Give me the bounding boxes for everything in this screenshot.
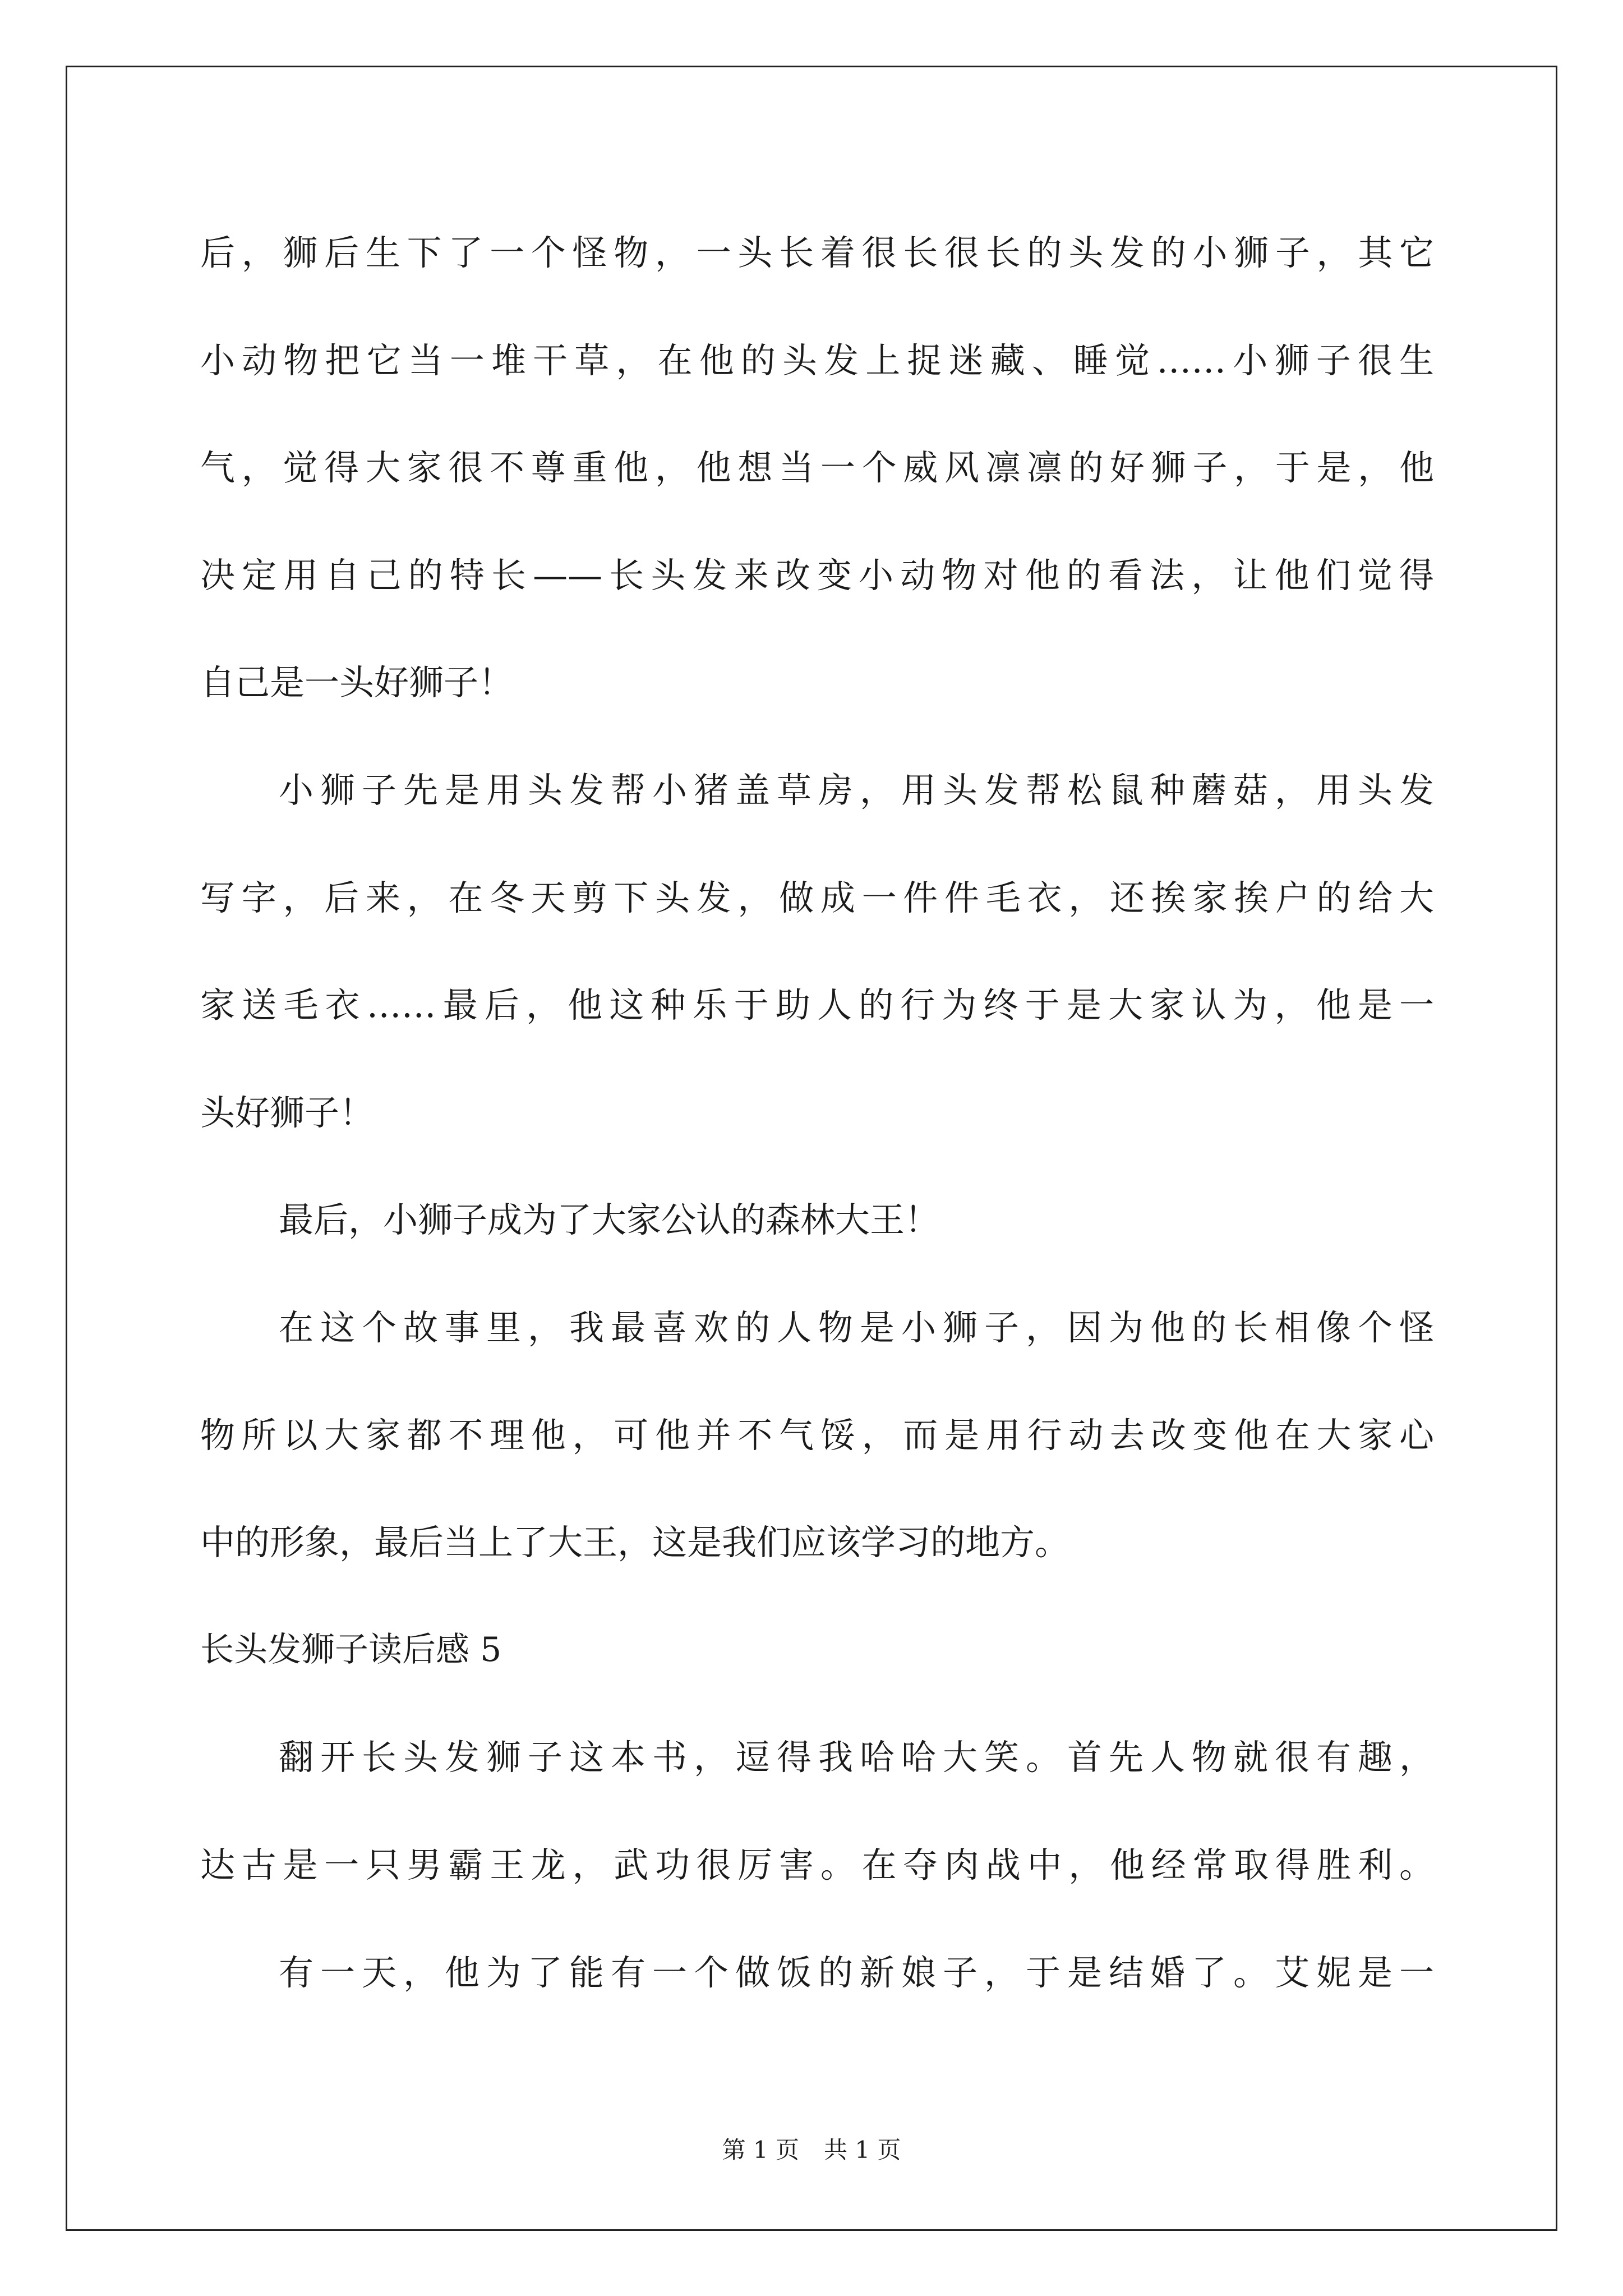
text-line-12: 物所以大家都不理他，可他并不气馁，而是用行动去改变他在大家心 — [200, 1414, 1434, 1456]
page-footer — [0, 2132, 1623, 2165]
document-body — [200, 199, 1434, 2026]
text-line-6: 小狮子先是用头发帮小猪盖草房，用头发帮松鼠种蘑菇，用头发 — [279, 769, 1434, 811]
text-line-3: 气，觉得大家很不尊重他，他想当一个威风凛凛的好狮子，于是，他 — [200, 447, 1434, 489]
page-total: 共 1 页 — [824, 2136, 901, 2164]
text-line-7: 写字，后来，在冬天剪下头发，做成一件件毛衣，还挨家挨户的给大 — [200, 877, 1434, 918]
page-number: 第 1 页 — [722, 2136, 799, 2164]
text-line-9: 头好狮子！ — [200, 1092, 375, 1133]
section-heading: 长头发狮子读后感 5 — [200, 1630, 502, 1669]
text-line-11: 在这个故事里，我最喜欢的人物是小狮子，因为他的长相像个怪 — [279, 1306, 1434, 1348]
text-line-13: 中的形象，最后当上了大王，这是我们应该学习的地方。 — [200, 1522, 1070, 1563]
text-line-5: 自己是一头好狮子！ — [200, 662, 514, 703]
text-line-16: 达古是一只男霸王龙，武功很厉害。在夺肉战中，他经常取得胜利。 — [200, 1844, 1434, 1885]
text-line-10: 最后，小狮子成为了大家公认的森林大王！ — [279, 1199, 940, 1241]
text-line-8: 家送毛衣……最后，他这种乐于助人的行为终于是大家认为，他是一 — [200, 984, 1434, 1026]
text-line-4: 决定用自己的特长——长头发来改变小动物对他的看法，让他们觉得 — [200, 554, 1434, 596]
text-line-15: 翻开长头发狮子这本书，逗得我哈哈大笑。首先人物就很有趣， — [279, 1737, 1434, 1778]
text-line-1: 后，狮后生下了一个怪物，一头长着很长很长的头发的小狮子，其它 — [200, 232, 1434, 273]
text-line-2: 小动物把它当一堆干草，在他的头发上捉迷藏、睡觉……小狮子很生 — [200, 339, 1434, 381]
text-line-17: 有一天，他为了能有一个做饭的新娘子，于是结婚了。艾妮是一 — [279, 1952, 1434, 1993]
